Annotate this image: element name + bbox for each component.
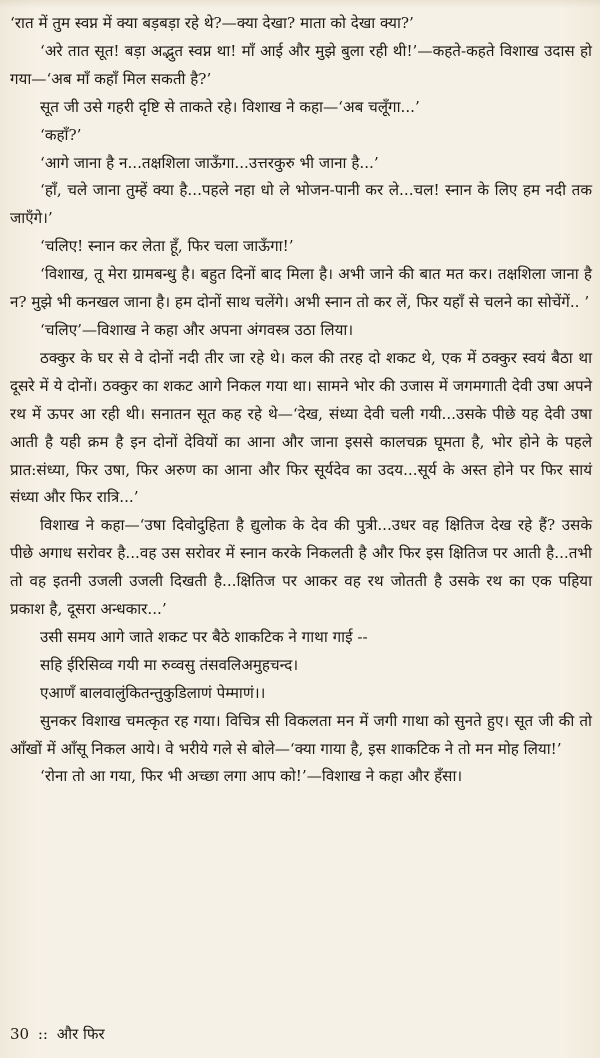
body-text: [10, 10, 592, 791]
paragraph-13: सुनकर विशाख चमत्कृत रह गया। विचित्र सी विकलता मन में जगी गाथा को सुनते हुए। सूत जी की तो आँखों में आँसू निकल आये। वे भरीये गले से बोले—‘क्या गाया है, इस शाकटिक ने तो मन मोह लिया!’: [10, 711, 592, 758]
paragraph-5: ‘आगे जाना है न...तक्षशिला जाऊँगा...उत्तरकुरु भी जाना है...’: [40, 153, 379, 172]
paragraph-12: उसी समय आगे जाते शकट पर बैठे शाकटिक ने गाथा गाई --: [40, 627, 368, 646]
footer-separator: ::: [37, 1025, 48, 1043]
paragraph-8: ‘विशाख, तू मेरा ग्रामबन्धु है। बहुत दिनों बाद मिला है। अभी जाने की बात मत कर। तक्षशिला जाना है न? मुझे भी कनखल जाना है। हम दोनों साथ चलेंगे। अभी स्नान तो कर लें, फिर यहाँ से चलने का सोचेंगें.. ’: [10, 265, 592, 312]
paragraph-6: ‘हाँ, चले जाना तुम्हें क्या है...पहले नहा धो ले भोजन-पानी कर ले...चल! स्नान के लिए हम नदी तक जाएँगे।’: [10, 181, 592, 228]
paragraph-9: ‘चलिए’—विशाख ने कहा और अपना अंगवस्त्र उठा लिया।: [40, 320, 354, 339]
page-number: 30: [10, 1025, 30, 1043]
paragraph-10: ठक्कुर के घर से वे दोनों नदी तीर जा रहे थे। कल की तरह दो शकट थे, एक में ठक्कुर स्वयं बैठा था दूसरे में ये दोनों। ठक्कुर का शकट आगे निकल गया था। सामने भोर की उजास में जगमगाती देवी उषा अपने रथ में ऊपर आ रही थी। सनातन सूत कह रहे थे—‘देख, संध्या देवी चली गयी...उसके पीछे यह देवी उषा आती है यही क्रम है इन दोनों देवियों का आना और जाना इससे कालचक्र घूमता है, भोर होने के पहले प्रात:संध्या, फिर उषा, फिर अरुण का आना और फिर सूर्यदेव का उदय...सूर्य के अस्त होने पर फिर सायं संध्या और फिर रात्रि...’: [10, 348, 592, 507]
paragraph-2: ‘अरे तात सूत! बड़ा अद्भुत स्वप्न था! माँ आई और मुझे बुला रही थी!’—कहते-कहते विशाख उदास हो गया—‘अब माँ कहाँ मिल सकती है?’: [10, 41, 592, 88]
paragraph-7: ‘चलिए! स्नान कर लेता हूँ, फिर चला जाऊँगा!’: [40, 237, 294, 256]
running-title: और फिर: [56, 1025, 105, 1043]
page-footer: [10, 1024, 105, 1044]
verse-line-2: एआणँ बालवालुंकितन्तुकुडिलाणं पेम्माणं।।: [40, 683, 266, 702]
page-top-shadow: [0, 0, 600, 8]
verse-line-1: सहि ईरिसिव्व गयी मा रुव्वसु तंसवलिअमुहचन्द।: [40, 655, 299, 674]
paragraph-14: ‘रोना तो आ गया, फिर भी अच्छा लगा आप को!’—विशाख ने कहा और हँसा।: [40, 767, 463, 786]
paragraph-4: ‘कहाँ?’: [40, 125, 82, 144]
paragraph-11: विशाख ने कहा—‘उषा दिवोदुहिता है द्युलोक के देव की पुत्री...उधर वह क्षितिज देख रहे हैं? उसके पीछे अगाध सरोवर है...वह उस सरोवर में स्नान करके निकलती है और फिर इस क्षितिज पर आती है...तभी तो वह इतनी उजली उजली दिखती है...क्षितिज पर आकर वह रथ जोतती है उसके रथ का एक पहिया प्रकाश है, दूसरा अन्धकार...’: [10, 516, 592, 619]
paragraph-1: ‘रात में तुम स्वप्न में क्या बड़बड़ा रहे थे?—क्या देखा? माता को देखा क्या?’: [10, 14, 414, 32]
paragraph-3: सूत जी उसे गहरी दृष्टि से ताकते रहे। विशाख ने कहा—‘अब चलूँगा...’: [40, 97, 420, 116]
